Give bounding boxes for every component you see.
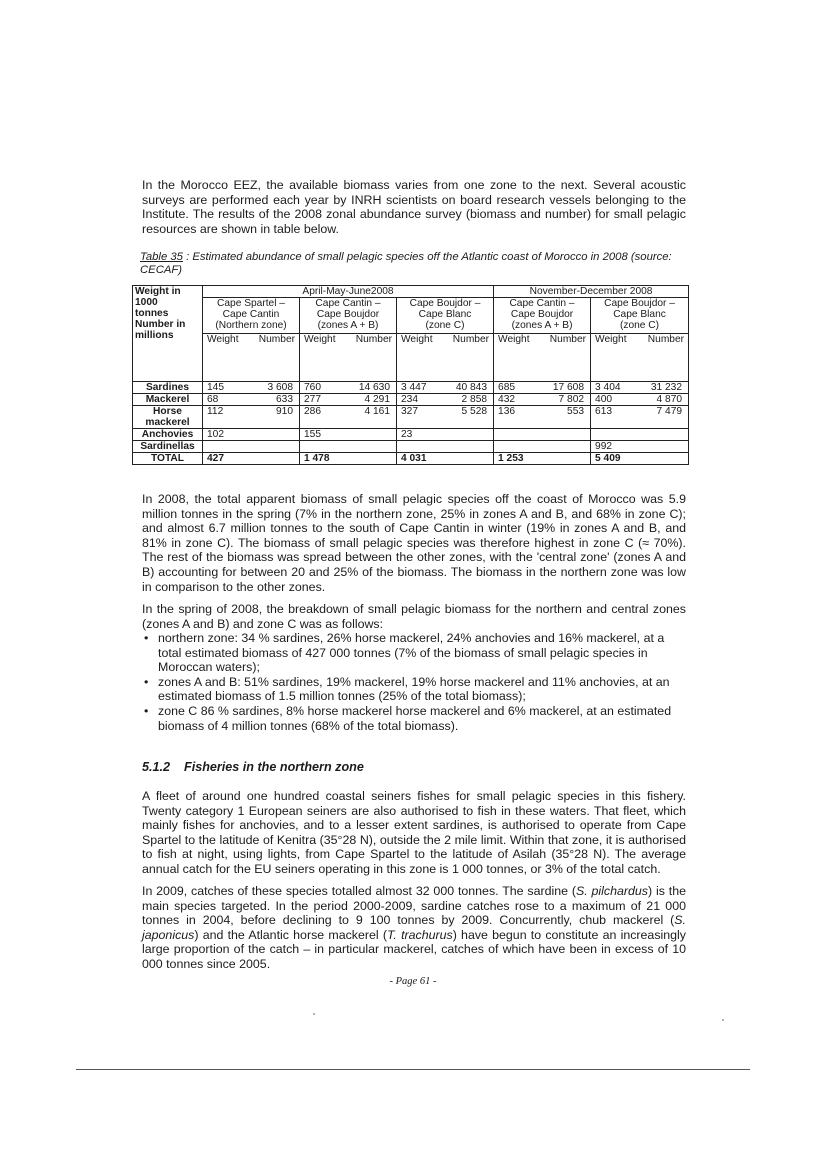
biomass-paragraph: In 2008, the total apparent biomass of small pelagic species off the coast of Morocco was 5.9 million tonnes in the spring (7% in the northern zone, 25% in zones A and B, and 68% in zone C); and almost 6.7 million tonnes to the south of Cape Cantin in winter (19% in zones A and B, and 81% in zone C). The biomass of small pelagic species was therefore highest in zone C (≈ 70%). The rest of the biomass was spread between the other zones, with the 'central zone' (zones A and B) accounting for between 20 and 25% of the biomass. The biomass in the northern zone was low in comparison to the other zones. [142, 492, 686, 594]
cell-weight: 136 [498, 406, 516, 417]
cell-weight: 112 [207, 406, 224, 417]
caption-text: : Estimated abundance of small pelagic species off the Atlantic coast of Morocco in 2008 (source: CECAF) [140, 251, 672, 277]
cell-weight: 145 [207, 382, 224, 393]
fleet-paragraph: A fleet of around one hundred coastal seiners fishes for small pelagic species in this fishery. Twenty category 1 European seiners are also authorised to fish in these waters. That fleet, which mainly fishes for anchovies, and to a lesser extent sardines, is authorised to operate from Cape Spartel to the latitude of Kenitra (35°28 N), outside the 2 mile limit. Within that zone, it is authorised to fish at night, using lights, from Cape Spartel to the latitude of Asilah (35°28 N). The average annual catch for the EU seiners operating in this zone is 1 000 tonnes, or 3% of the total catch. [142, 789, 686, 876]
table-row [133, 441, 689, 453]
catches-paragraph: In 2009, catches of these species totalled almost 32 000 tonnes. The sardine (S. pilchardus) is the main species targeted. In the period 2000-2009, sardine catches rose to a maximum of 21 000 tonnes in 2004, before declining to 9 100 tonnes by 2009. Concurrently, chub mackerel (S. japonicus) and the Atlantic horse mackerel (T. trachurus) have begun to constitute an increasingly large proportion of the catch – in particular mackerel, catches of which have been in excess of 10 000 tonnes since 2005. [142, 884, 687, 971]
zone-header: Cape Boujdor – Cape Blanc (zone C) [397, 298, 494, 334]
section-title: Fisheries in the northern zone [184, 760, 364, 774]
cell-number: 7 802 [558, 394, 585, 405]
cell-number: 633 [276, 394, 293, 405]
table-cell [300, 382, 397, 394]
cell-number: 4 870 [656, 394, 683, 405]
table-cell [591, 441, 689, 453]
cell-number: 553 [567, 406, 585, 417]
table-row [133, 453, 689, 465]
cell-number: 17 608 [552, 382, 585, 393]
table-cell [300, 406, 397, 429]
cell-weight: 992 [595, 441, 613, 452]
table-cell [494, 382, 591, 394]
cell-weight: 5 409 [595, 453, 621, 464]
cell-weight: 760 [304, 382, 321, 393]
cell-number: 3 608 [267, 382, 293, 393]
row-label: Anchovies [133, 429, 203, 441]
cell-number: 4 291 [364, 394, 390, 405]
list-item: • northern zone: 34 % sardines, 26% horse mackerel, 24% anchovies and 16% mackerel, at a total estimated biomass of 427 000 tonnes (7% of the biomass of small pelagic species in Moroccan waters); [142, 631, 688, 675]
cell-weight: 234 [401, 394, 418, 405]
unit-header: Weight Number [591, 334, 689, 382]
footer-rule [76, 1069, 750, 1070]
abundance-table [132, 285, 689, 465]
row-label: Mackerel [133, 394, 203, 406]
table-row [133, 382, 689, 394]
table-row [133, 394, 689, 406]
table-cell [494, 406, 591, 429]
cell-weight: 685 [498, 382, 516, 393]
table-cell [397, 382, 494, 394]
cell-weight: 400 [595, 394, 613, 405]
table-cell [591, 382, 689, 394]
page-number: - Page 61 - [389, 976, 437, 987]
cell-weight: 427 [207, 453, 224, 464]
cell-number: 4 161 [364, 406, 390, 417]
scan-speck [313, 1013, 315, 1015]
list-item: • zones A and B: 51% sardines, 19% mackerel, 19% horse mackerel and 11% anchovies, at an estimated biomass of 1.5 million tonnes (25% of the total biomass); [142, 675, 688, 704]
unit-header: Weight Number [494, 334, 591, 382]
row-label: Horse mackerel [133, 406, 203, 429]
table-cell [397, 406, 494, 429]
cell-weight: 286 [304, 406, 321, 417]
cell-weight: 102 [207, 429, 224, 440]
cell-number: 2 858 [461, 394, 488, 405]
breakdown-intro: In the spring of 2008, the breakdown of small pelagic biomass for the northern and central zones (zones A and B) and zone C was as follows: [142, 602, 686, 631]
row-label: TOTAL [133, 453, 203, 465]
table-cell [591, 394, 689, 406]
cell-weight: 155 [304, 429, 321, 440]
scan-speck [722, 1019, 724, 1021]
table-cell [203, 441, 300, 453]
table-cell [397, 441, 494, 453]
cell-number: 910 [276, 406, 293, 417]
table-cell [203, 382, 300, 394]
cell-weight: 68 [207, 394, 219, 405]
table-cell [203, 429, 300, 441]
cell-weight: 4 031 [401, 453, 427, 464]
table-cell [203, 406, 300, 429]
table-cell [591, 429, 689, 441]
cell-number: 14 630 [358, 382, 390, 393]
breakdown-list [142, 631, 688, 733]
table-cell [203, 394, 300, 406]
cell-weight: 613 [595, 406, 613, 417]
period-header-winter: November-December 2008 [494, 286, 689, 298]
cell-weight: 3 404 [595, 382, 621, 393]
table-cell [300, 441, 397, 453]
table-cell [397, 429, 494, 441]
cell-weight: 432 [498, 394, 516, 405]
table-cell [203, 453, 300, 465]
table-cell [494, 394, 591, 406]
unit-header: Weight Number [203, 334, 300, 382]
period-header-spring: April-May-June2008 [203, 286, 494, 298]
table-cell [397, 394, 494, 406]
table-cell [494, 453, 591, 465]
cell-number: 31 232 [650, 382, 683, 393]
table-cell [494, 441, 591, 453]
cell-number: 7 479 [656, 406, 683, 417]
row-label: Sardines [133, 382, 203, 394]
intro-paragraph: In the Morocco EEZ, the available biomass varies from one zone to the next. Several acoustic surveys are performed each year by INRH scientists on board research vessels belonging to the Institute. The results of the 2008 zonal abundance survey (biomass and number) for small pelagic resources are shown in table below. [142, 178, 686, 236]
table-corner-header: Weight in 1000 tonnes Number in millions [133, 286, 203, 382]
table-cell [591, 453, 689, 465]
cell-weight: 23 [401, 429, 413, 440]
table-row [133, 406, 689, 429]
row-label: Sardinellas [133, 441, 203, 453]
table-cell [300, 453, 397, 465]
cell-weight: 277 [304, 394, 321, 405]
table-cell [591, 406, 689, 429]
unit-header: Weight Number [300, 334, 397, 382]
cell-weight: 327 [401, 406, 418, 417]
section-number: 5.1.2 [142, 760, 171, 774]
unit-header: Weight Number [397, 334, 494, 382]
cell-weight: 3 447 [401, 382, 427, 393]
list-item: • zone C 86 % sardines, 8% horse mackerel horse mackerel and 6% mackerel, at an estimated biomass of 4 million tonnes (68% of the total biomass). [142, 704, 688, 733]
section-heading [142, 760, 364, 774]
zone-header: Cape Spartel – Cape Cantin (Northern zone) [203, 298, 300, 334]
table-cell [300, 394, 397, 406]
table-caption [140, 251, 680, 278]
table-row [133, 429, 689, 441]
cell-number: 40 843 [455, 382, 488, 393]
caption-prefix: Table 35 [140, 251, 183, 263]
zone-header: Cape Cantin – Cape Boujdor (zones A + B) [300, 298, 397, 334]
cell-number: 5 528 [461, 406, 488, 417]
zone-header: Cape Cantin – Cape Boujdor (zones A + B) [494, 298, 591, 334]
table-cell [494, 429, 591, 441]
cell-weight: 1 253 [498, 453, 524, 464]
table-cell [300, 429, 397, 441]
table-cell [397, 453, 494, 465]
cell-weight: 1 478 [304, 453, 330, 464]
zone-header: Cape Boujdor – Cape Blanc (zone C) [591, 298, 689, 334]
